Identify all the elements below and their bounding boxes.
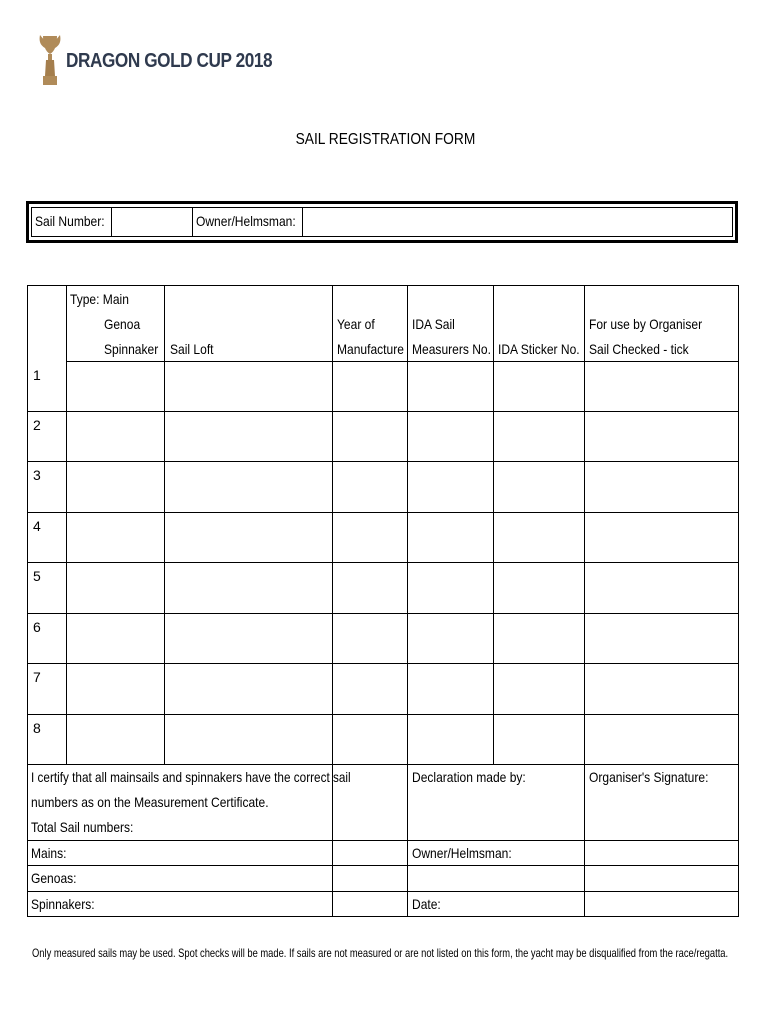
header-ida-1: IDA Sail xyxy=(412,316,455,332)
header-genoa: Genoa xyxy=(104,316,141,332)
header-year-2: Manufacture xyxy=(337,341,404,357)
row-number: 5 xyxy=(33,568,41,584)
row-number: 2 xyxy=(33,417,41,433)
total-sail-label: Total Sail numbers: xyxy=(31,819,134,835)
genoas-label: Genoas: xyxy=(31,870,77,886)
row-number: 6 xyxy=(33,619,41,635)
page-title: SAIL REGISTRATION FORM xyxy=(295,131,475,148)
row-number: 3 xyxy=(33,467,41,483)
header-sticker: IDA Sticker No. xyxy=(498,341,580,357)
sail-table xyxy=(27,285,739,917)
certify-line-1: I certify that all mainsails and spinnakers have the correct sail xyxy=(31,769,351,785)
sail-number-field[interactable] xyxy=(112,208,193,236)
header-year-1: Year of xyxy=(337,316,375,332)
row-number: 7 xyxy=(33,669,41,685)
owner-field[interactable] xyxy=(303,208,732,236)
trophy-icon xyxy=(36,32,64,90)
row-number: 4 xyxy=(33,518,41,534)
sail-number-label: Sail Number: xyxy=(32,208,112,236)
row-number: 8 xyxy=(33,720,41,736)
row-number: 1 xyxy=(33,367,41,383)
mains-label: Mains: xyxy=(31,845,67,861)
owner-label: Owner/Helmsman: xyxy=(193,208,303,236)
header-type: Type: Main xyxy=(70,291,129,307)
event-logo xyxy=(36,32,273,90)
logo-text: DRAGON GOLD CUP 2018 xyxy=(66,50,273,72)
header-sail-loft: Sail Loft xyxy=(170,341,214,357)
owner-helmsman-label: Owner/Helmsman: xyxy=(412,845,512,861)
header-spinnaker: Spinnaker xyxy=(104,341,159,357)
sail-owner-box xyxy=(26,201,738,243)
footer-note: Only measured sails may be used. Spot checks will be made. If sails are not measured or are not listed on this form, the yacht may be disqualified from the race/regatta. xyxy=(32,946,729,960)
date-label: Date: xyxy=(412,896,441,912)
certify-line-2: numbers as on the Measurement Certificate. xyxy=(31,794,269,810)
declaration-by-label: Declaration made by: xyxy=(412,769,526,785)
header-ida-2: Measurers No. xyxy=(412,341,491,357)
header-organiser-2: Sail Checked - tick xyxy=(589,341,689,357)
header-organiser-1: For use by Organiser xyxy=(589,316,703,332)
spinnakers-label: Spinnakers: xyxy=(31,896,95,912)
organiser-signature-label: Organiser's Signature: xyxy=(589,769,709,785)
